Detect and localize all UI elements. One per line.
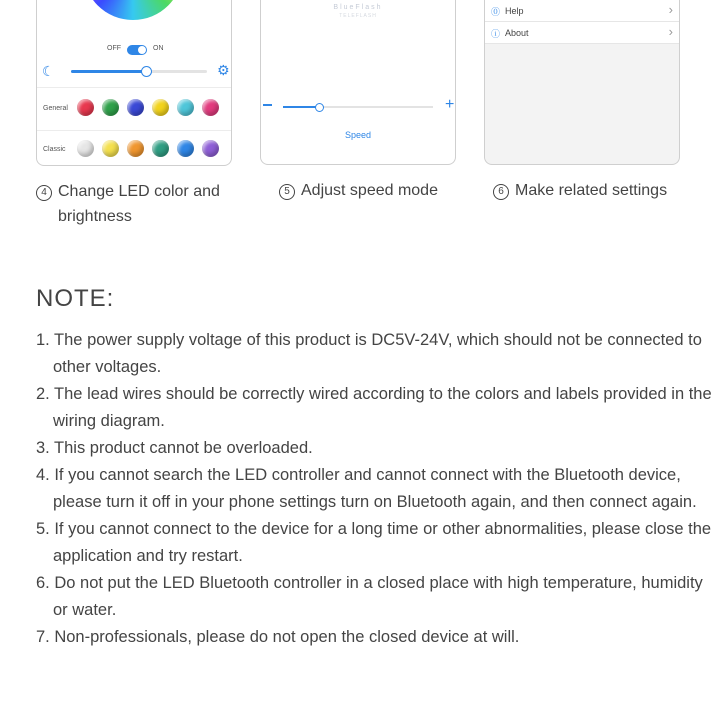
power-toggle[interactable] (127, 45, 147, 55)
phone-screen-speed (260, 0, 456, 165)
classic-color-5[interactable] (177, 140, 194, 157)
classic-label: Classic (43, 146, 66, 153)
note-item: 5. If you cannot connect to the device for a long time or other abnormalities, please close the application and try restart. (36, 520, 712, 565)
plus-icon[interactable]: + (445, 96, 455, 113)
note-title: NOTE: (36, 285, 115, 312)
off-label: OFF (107, 45, 121, 52)
caption-settings (493, 178, 667, 203)
menu-item-about[interactable] (485, 22, 679, 44)
caption-number: 6 (493, 184, 509, 200)
brightness-slider[interactable] (71, 70, 207, 73)
note-item: 4. If you cannot search the LED controller and cannot connect with the Bluetooth device, please turn it off in your phone settings turn on Bluetooth again, and then connect again. (36, 466, 697, 511)
general-color-2[interactable] (102, 99, 119, 116)
note-item: 1. The power supply voltage of this product is DC5V-24V, which should not be connected to other voltages. (36, 331, 702, 376)
menu-item-label: About (505, 28, 529, 38)
menu-item-label: Help (505, 6, 524, 16)
menu-item-help[interactable] (485, 0, 679, 22)
moon-icon: ☾ (42, 63, 55, 79)
classic-color-6[interactable] (202, 140, 219, 157)
color-wheel[interactable] (83, 0, 183, 20)
caption-text: Adjust speed mode (301, 182, 438, 199)
toggle-knob (138, 46, 146, 54)
brightness-handle[interactable] (141, 66, 152, 77)
brightness-fill (71, 70, 146, 73)
chevron-right-icon: › (668, 24, 673, 39)
speed-label: Speed (344, 130, 372, 140)
caption-number: 4 (36, 185, 52, 201)
general-color-6[interactable] (202, 99, 219, 116)
gear-icon[interactable]: ⚙ (217, 62, 230, 78)
general-color-1[interactable] (77, 99, 94, 116)
classic-color-3[interactable] (127, 140, 144, 157)
classic-color-1[interactable] (77, 140, 94, 157)
divider (37, 130, 231, 131)
caption-color (36, 179, 220, 229)
speed-handle[interactable] (315, 103, 324, 112)
chevron-right-icon: › (668, 2, 673, 17)
caption-text: Change LED color and (58, 183, 220, 200)
app-brand: BlueFlash (333, 4, 383, 11)
caption-text: brightness (58, 208, 132, 225)
about-icon: ⓘ (491, 29, 501, 39)
note-item: 6. Do not put the LED Bluetooth controller in a closed place with high temperature, humidity or water. (36, 574, 703, 619)
on-label: ON (153, 45, 164, 52)
phone-screen-color (36, 0, 232, 166)
app-brand-sub: TELEFLASH (339, 13, 377, 19)
speed-slider[interactable] (283, 106, 433, 108)
caption-text: Make related settings (515, 182, 668, 199)
note-item: 3. This product cannot be overloaded. (36, 439, 313, 457)
caption-speed (279, 178, 438, 203)
note-item: 2. The lead wires should be correctly wired according to the colors and labels provided in the wiring diagram. (36, 385, 712, 430)
phone-screen-settings (484, 0, 680, 165)
divider (37, 87, 231, 88)
note-list (36, 327, 714, 651)
minus-icon[interactable] (263, 104, 272, 106)
classic-color-2[interactable] (102, 140, 119, 157)
classic-color-4[interactable] (152, 140, 169, 157)
general-color-4[interactable] (152, 99, 169, 116)
general-color-3[interactable] (127, 99, 144, 116)
caption-number: 5 (279, 184, 295, 200)
general-label: General (43, 105, 68, 112)
note-item: 7. Non-professionals, please do not open the closed device at will. (36, 628, 520, 646)
general-color-5[interactable] (177, 99, 194, 116)
help-icon: ⓪ (491, 7, 501, 17)
speed-fill (283, 106, 319, 108)
